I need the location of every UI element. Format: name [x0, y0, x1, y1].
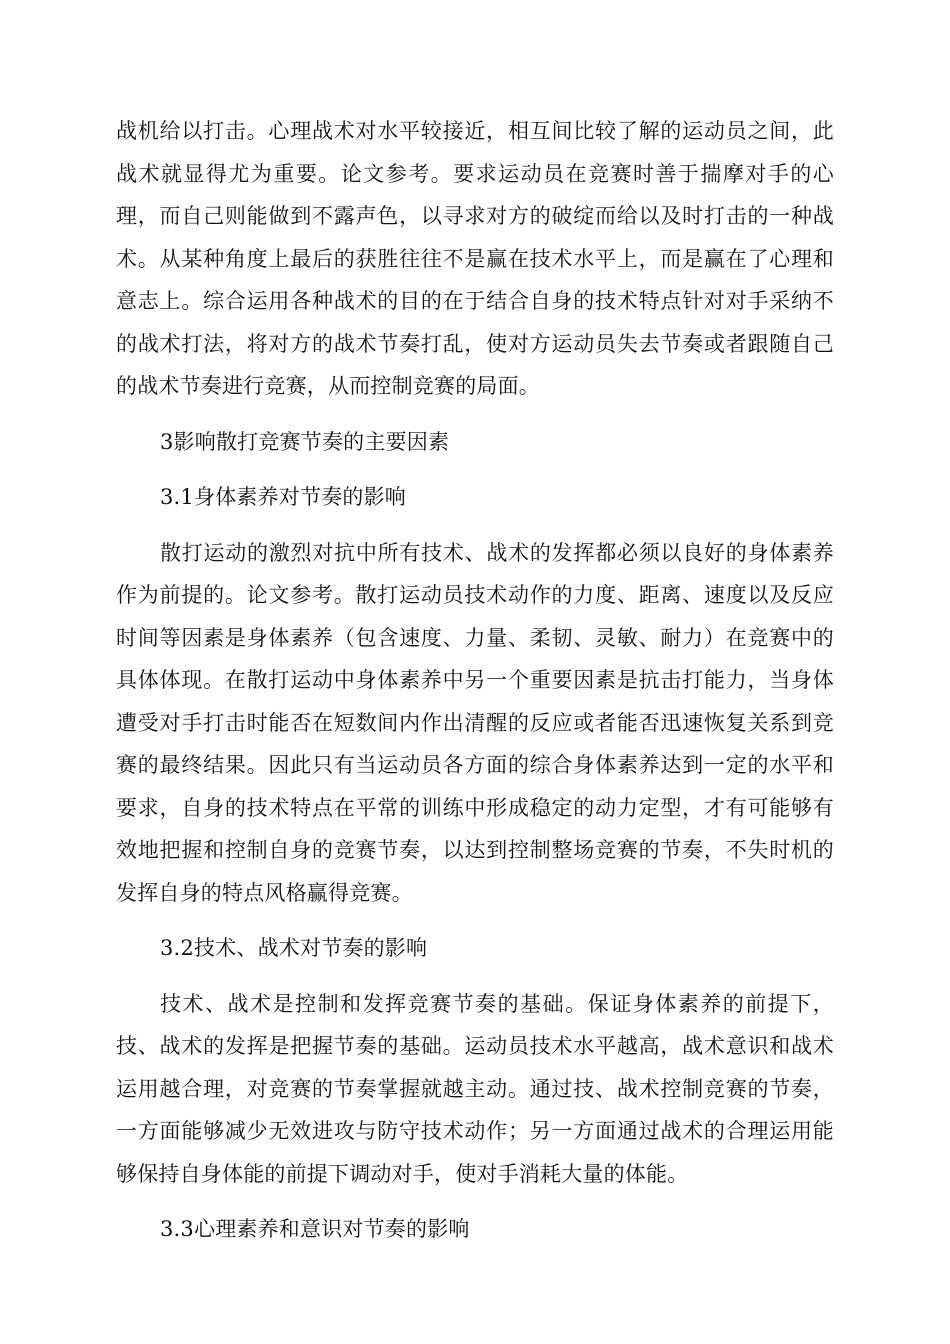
- subsection-heading: 3.3心理素养和意识对节奏的影响: [160, 1217, 470, 1241]
- section-heading: 3影响散打竞赛节奏的主要因素: [160, 429, 450, 454]
- paragraph-gap: [116, 519, 834, 532]
- paragraph-gap: [116, 463, 834, 476]
- body-paragraph: 散打运动的激烈对抗中所有技术、战术的发挥都必须以良好的身体素养作为前提的。论文参考。散打运动员技术动作的力度、距离、速度以及反应时间等因素是身体素养（包含速度、力量、柔韧、灵敏、耐力）在竞赛中的具体体现。在散打运动中身体素养中另一个重要因素是抗击打能力，当身体遭受对手打击时能否在短数间内作出清醒的反应或者能否迅速恢复关系到竞赛的最终结果。因此只有当运动员各方面的综合身体素养达到一定的水平和要求，自身的技术特点在平常的训练中形成稳定的动力定型，才有可能够有效地把握和控制自身的竞赛节奏，以达到控制整场竞赛的节奏，不失时机的发挥自身的特点风格赢得竞赛。: [116, 540, 834, 905]
- paragraph-gap: [116, 914, 834, 927]
- document-page: [116, 110, 834, 1251]
- subsection-heading: 3.2技术、战术对节奏的影响: [160, 936, 428, 960]
- paragraph-gap: [116, 408, 834, 421]
- body-paragraph: 技术、战术是控制和发挥竞赛节奏的基础。保证身体素养的前提下，技、战术的发挥是把握节奏的基础。运动员技术水平越高，战术意识和战术运用越合理，对竞赛的节奏掌握就越主动。通过技、战术控制竞赛的节奏，一方面能够减少无效进攻与防守技术动作；另一方面通过战术的合理运用能够保持自身体能的前提下调动对手，使对手消耗大量的体能。: [116, 991, 834, 1186]
- paragraph-gap: [116, 970, 834, 983]
- body-paragraph: 战机给以打击。心理战术对水平较接近，相互间比较了解的运动员之间，此战术就显得尤为重要。论文参考。要求运动员在竞赛时善于揣摩对手的心理，而自己则能做到不露声色，以寻求对方的破绽而给以及时打击的一种战术。从某种角度上最后的获胜往往不是赢在技术水平上，而是赢在了心理和意志上。综合运用各种战术的目的在于结合自身的技术特点针对对手采纳不的战术打法，将对方的战术节奏打乱，使对方运动员失去节奏或者跟随自己的战术节奏进行竞赛，从而控制竞赛的局面。: [116, 119, 834, 398]
- paragraph-gap: [116, 1195, 834, 1208]
- subsection-heading: 3.1身体素养对节奏的影响: [160, 485, 406, 509]
